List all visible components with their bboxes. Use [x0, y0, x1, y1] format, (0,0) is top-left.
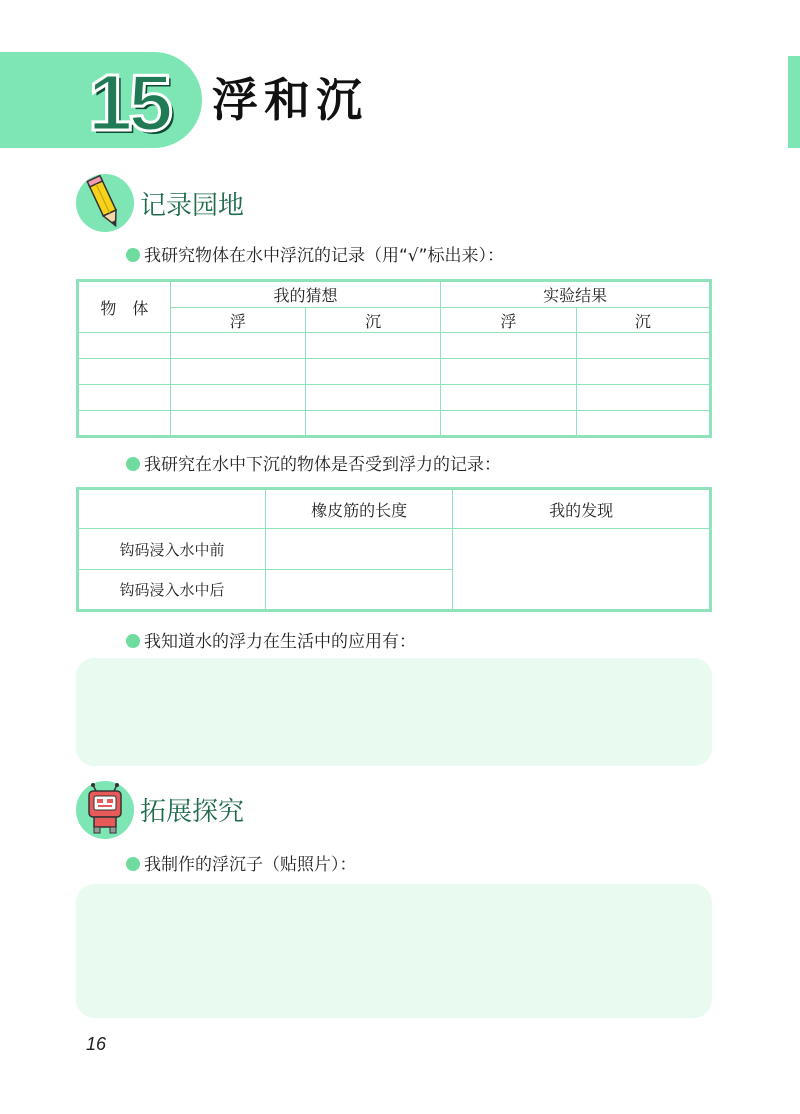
table-row [78, 411, 711, 437]
header-my-guess: 我的猜想 [170, 281, 441, 308]
record-instruction-2-text: 我研究在水中下沉的物体是否受到浮力的记录： [144, 455, 501, 475]
table-cell[interactable] [78, 333, 171, 359]
record-instruction-3-text: 我知道水的浮力在生活中的应用有： [144, 632, 416, 652]
table-cell[interactable] [576, 359, 710, 385]
bullet-dot-icon [126, 857, 140, 871]
header-guess-sink: 沉 [305, 308, 440, 333]
table-cell[interactable] [170, 359, 305, 385]
row-before-immersion: 钩码浸入水中前 [78, 529, 266, 570]
table-row [78, 385, 711, 411]
table-cell[interactable] [266, 529, 453, 570]
bullet-dot-icon [126, 248, 140, 262]
row-after-immersion: 钩码浸入水中后 [78, 570, 266, 611]
header-result-float: 浮 [441, 308, 576, 333]
table-cell[interactable] [441, 411, 576, 437]
table-cell[interactable] [170, 385, 305, 411]
photo-paste-box[interactable] [76, 884, 712, 1018]
header-guess-float: 浮 [170, 308, 305, 333]
bullet-dot-icon [126, 457, 140, 471]
record-instruction-2 [126, 453, 501, 477]
record-instruction-1-text: 我研究物体在水中浮沉的记录（用“√”标出来）： [144, 246, 504, 266]
lesson-number: 15 [88, 58, 169, 147]
table-cell[interactable] [441, 333, 576, 359]
table-cell[interactable] [305, 411, 440, 437]
section-title-record: 记录园地 [140, 191, 245, 221]
page-edge-tab [788, 56, 800, 148]
table-cell[interactable] [170, 333, 305, 359]
buoyancy-table [76, 487, 712, 612]
table-cell[interactable] [441, 359, 576, 385]
table-cell[interactable] [78, 359, 171, 385]
bullet-dot-icon [126, 634, 140, 648]
float-sink-table [76, 279, 712, 438]
table-cell[interactable] [305, 359, 440, 385]
table-cell[interactable] [78, 385, 171, 411]
extend-instruction [126, 853, 357, 877]
header-result-sink: 沉 [576, 308, 710, 333]
lesson-title: 浮和沉 [212, 73, 368, 127]
header-my-finding: 我的发现 [453, 489, 711, 529]
header-experiment-result: 实验结果 [441, 281, 711, 308]
table-cell[interactable] [576, 385, 710, 411]
table-cell[interactable] [305, 333, 440, 359]
finding-cell[interactable] [453, 529, 711, 611]
table-row [78, 333, 711, 359]
pencil-icon [76, 174, 134, 232]
table-cell[interactable] [441, 385, 576, 411]
table-cell[interactable] [576, 333, 710, 359]
table-cell[interactable] [266, 570, 453, 611]
table-row [78, 359, 711, 385]
table-cell[interactable] [78, 411, 171, 437]
robot-icon [76, 781, 134, 839]
header-band-length: 橡皮筋的长度 [266, 489, 453, 529]
table-cell[interactable] [170, 411, 305, 437]
application-answer-box[interactable] [76, 658, 712, 766]
section-title-extend: 拓展探究 [140, 797, 245, 827]
page-number: 16 [86, 1034, 107, 1054]
header-empty [78, 489, 266, 529]
table-cell[interactable] [576, 411, 710, 437]
extend-instruction-text: 我制作的浮沉子（贴照片）： [144, 855, 357, 875]
record-instruction-1 [126, 244, 504, 268]
record-instruction-3 [126, 630, 416, 654]
table-cell[interactable] [305, 385, 440, 411]
header-object: 物 体 [78, 281, 171, 333]
